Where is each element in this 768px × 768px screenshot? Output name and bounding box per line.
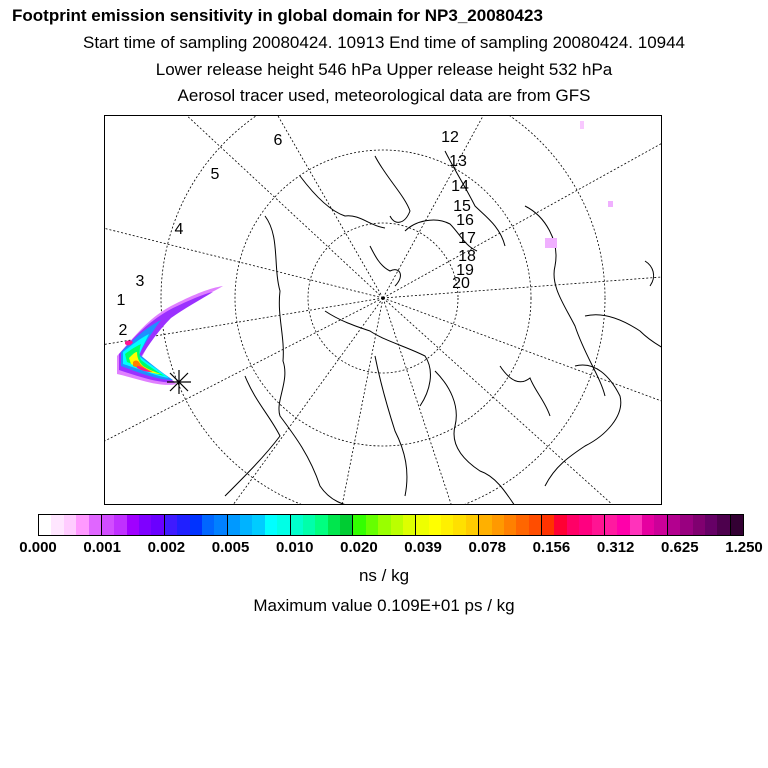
colorbar-swatch — [654, 515, 667, 535]
colorbar-swatch — [705, 515, 717, 535]
coastline — [545, 365, 621, 486]
colorbar-swatch — [353, 515, 365, 535]
colorbar-swatch — [51, 515, 63, 535]
colorbar-swatch — [228, 515, 240, 535]
coastline — [325, 311, 430, 406]
colorbar-swatch — [668, 515, 680, 535]
colorbar-swatch — [240, 515, 252, 535]
colorbar-swatch — [554, 515, 566, 535]
colorbar-tick-label: 1.250 — [725, 539, 763, 556]
figure-title: Footprint emission sensitivity in global domain for NP3_20080423 — [12, 6, 543, 25]
colorbar-swatch — [680, 515, 692, 535]
colorbar-tick-label: 0.039 — [404, 539, 442, 556]
colorbar-swatch — [277, 515, 290, 535]
colorbar-tick-label: 0.312 — [596, 539, 635, 556]
colorbar-swatch — [177, 515, 189, 535]
colorbar-tick-label: 0.078 — [468, 539, 507, 556]
colorbar-swatch — [731, 515, 743, 535]
colorbar-swatch — [441, 515, 453, 535]
colorbar-swatch — [366, 515, 378, 535]
hour-label-16: 16 — [456, 212, 474, 229]
colorbar-swatch — [579, 515, 591, 535]
hour-label-1: 1 — [116, 292, 126, 309]
coastlines — [225, 151, 662, 505]
colorbar-swatch — [630, 515, 642, 535]
colorbar-swatch — [39, 515, 51, 535]
colorbar-swatch — [466, 515, 479, 535]
colorbar-swatch — [492, 515, 504, 535]
hour-label-12: 12 — [441, 129, 459, 146]
coastline — [300, 176, 385, 228]
colorbar-swatch — [717, 515, 730, 535]
map-panel — [104, 115, 662, 505]
hour-label-19: 19 — [456, 262, 474, 279]
hour-label-13: 13 — [449, 153, 467, 170]
hour-label-3: 3 — [135, 273, 145, 290]
polar-map — [105, 116, 662, 505]
tracer-info-line: Aerosol tracer used, meteorological data are from GFS — [177, 86, 591, 105]
coastline — [370, 246, 400, 286]
colorbar-tick-label: 0.001 — [83, 539, 121, 556]
colorbar-swatch — [516, 515, 528, 535]
hour-label-14: 14 — [451, 178, 469, 195]
hour-label-17: 17 — [458, 230, 476, 247]
colorbar-swatch — [429, 515, 441, 535]
colorbar-swatch — [453, 515, 465, 535]
colorbar-swatch — [592, 515, 605, 535]
colorbar-swatch — [114, 515, 126, 535]
colorbar-swatch — [693, 515, 705, 535]
coastline — [500, 366, 550, 416]
hour-label-15: 15 — [453, 198, 471, 215]
colorbar-swatch — [340, 515, 353, 535]
colorbar-swatch — [315, 515, 327, 535]
maximum-value: Maximum value 0.109E+01 ps / kg — [253, 596, 515, 615]
colorbar-swatch — [127, 515, 139, 535]
colorbar-swatch — [89, 515, 102, 535]
colorbar-tick-label: 0.156 — [532, 539, 571, 556]
sampling-time-line: Start time of sampling 20080424. 10913 End time of sampling 20080424. 10944 — [82, 33, 686, 52]
meridian — [383, 136, 662, 298]
meridian — [383, 298, 625, 505]
colorbar-swatch — [328, 515, 340, 535]
plume-patches — [545, 121, 613, 248]
colorbar-swatch — [139, 515, 151, 535]
colorbar-swatch — [403, 515, 416, 535]
coastline — [525, 206, 605, 396]
colorbar-tick-label: 0.010 — [275, 539, 314, 556]
colorbar-tick-label: 0.002 — [147, 539, 186, 556]
coastline — [375, 356, 407, 496]
meridian — [105, 226, 383, 298]
plume-patch — [608, 201, 613, 207]
coastline — [585, 315, 662, 348]
colorbar-swatch — [617, 515, 629, 535]
meridian — [383, 298, 455, 505]
hour-label-6: 6 — [273, 132, 283, 149]
latitude-circles — [161, 116, 605, 505]
colorbar-swatch — [391, 515, 403, 535]
colorbar-swatch — [102, 515, 114, 535]
colorbar-units: ns / kg — [358, 566, 410, 585]
coastline — [375, 156, 410, 222]
meridian — [225, 298, 383, 505]
colorbar-swatch — [416, 515, 428, 535]
plume-patch — [580, 121, 584, 129]
coastline — [645, 261, 654, 286]
colorbar-swatch — [190, 515, 202, 535]
colorbar-swatch — [151, 515, 164, 535]
release-point-star-icon — [167, 370, 191, 394]
hour-label-4: 4 — [174, 221, 184, 238]
emission-plume — [117, 286, 223, 385]
colorbar-swatch — [165, 515, 177, 535]
coastline — [225, 376, 280, 496]
plume-patch — [545, 238, 557, 248]
colorbar-swatch — [542, 515, 554, 535]
colorbar-swatch — [265, 515, 277, 535]
colorbar-tick-label: 0.020 — [340, 539, 378, 556]
colorbar-swatch — [504, 515, 516, 535]
release-height-line: Lower release height 546 hPa Upper release height 532 hPa — [155, 60, 613, 79]
colorbar-swatch — [291, 515, 303, 535]
hour-label-18: 18 — [458, 248, 476, 265]
colorbar-swatch — [76, 515, 88, 535]
colorbar-swatch — [642, 515, 654, 535]
colorbar-swatch — [378, 515, 390, 535]
colorbar-swatch — [567, 515, 579, 535]
colorbar-tick-label: 0.000 — [19, 539, 57, 556]
colorbar-swatch — [479, 515, 491, 535]
hour-label-2: 2 — [118, 322, 128, 339]
meridian — [340, 298, 383, 505]
latitude-circle-60 — [161, 116, 605, 505]
meridian-lines — [105, 116, 662, 505]
colorbar — [38, 514, 744, 536]
meridian — [155, 116, 383, 298]
colorbar-swatch — [529, 515, 542, 535]
colorbar-tick-label: 0.005 — [211, 539, 250, 556]
colorbar-swatch — [64, 515, 76, 535]
colorbar-swatch — [252, 515, 264, 535]
colorbar-tick-label: 0.625 — [661, 539, 699, 556]
meridian — [383, 276, 662, 298]
colorbar-swatch — [202, 515, 214, 535]
colorbar-swatch — [605, 515, 617, 535]
colorbar-swatch — [214, 515, 227, 535]
hour-label-20: 20 — [452, 275, 470, 292]
meridian — [383, 298, 662, 406]
hour-label-5: 5 — [210, 166, 220, 183]
colorbar-swatch — [303, 515, 315, 535]
